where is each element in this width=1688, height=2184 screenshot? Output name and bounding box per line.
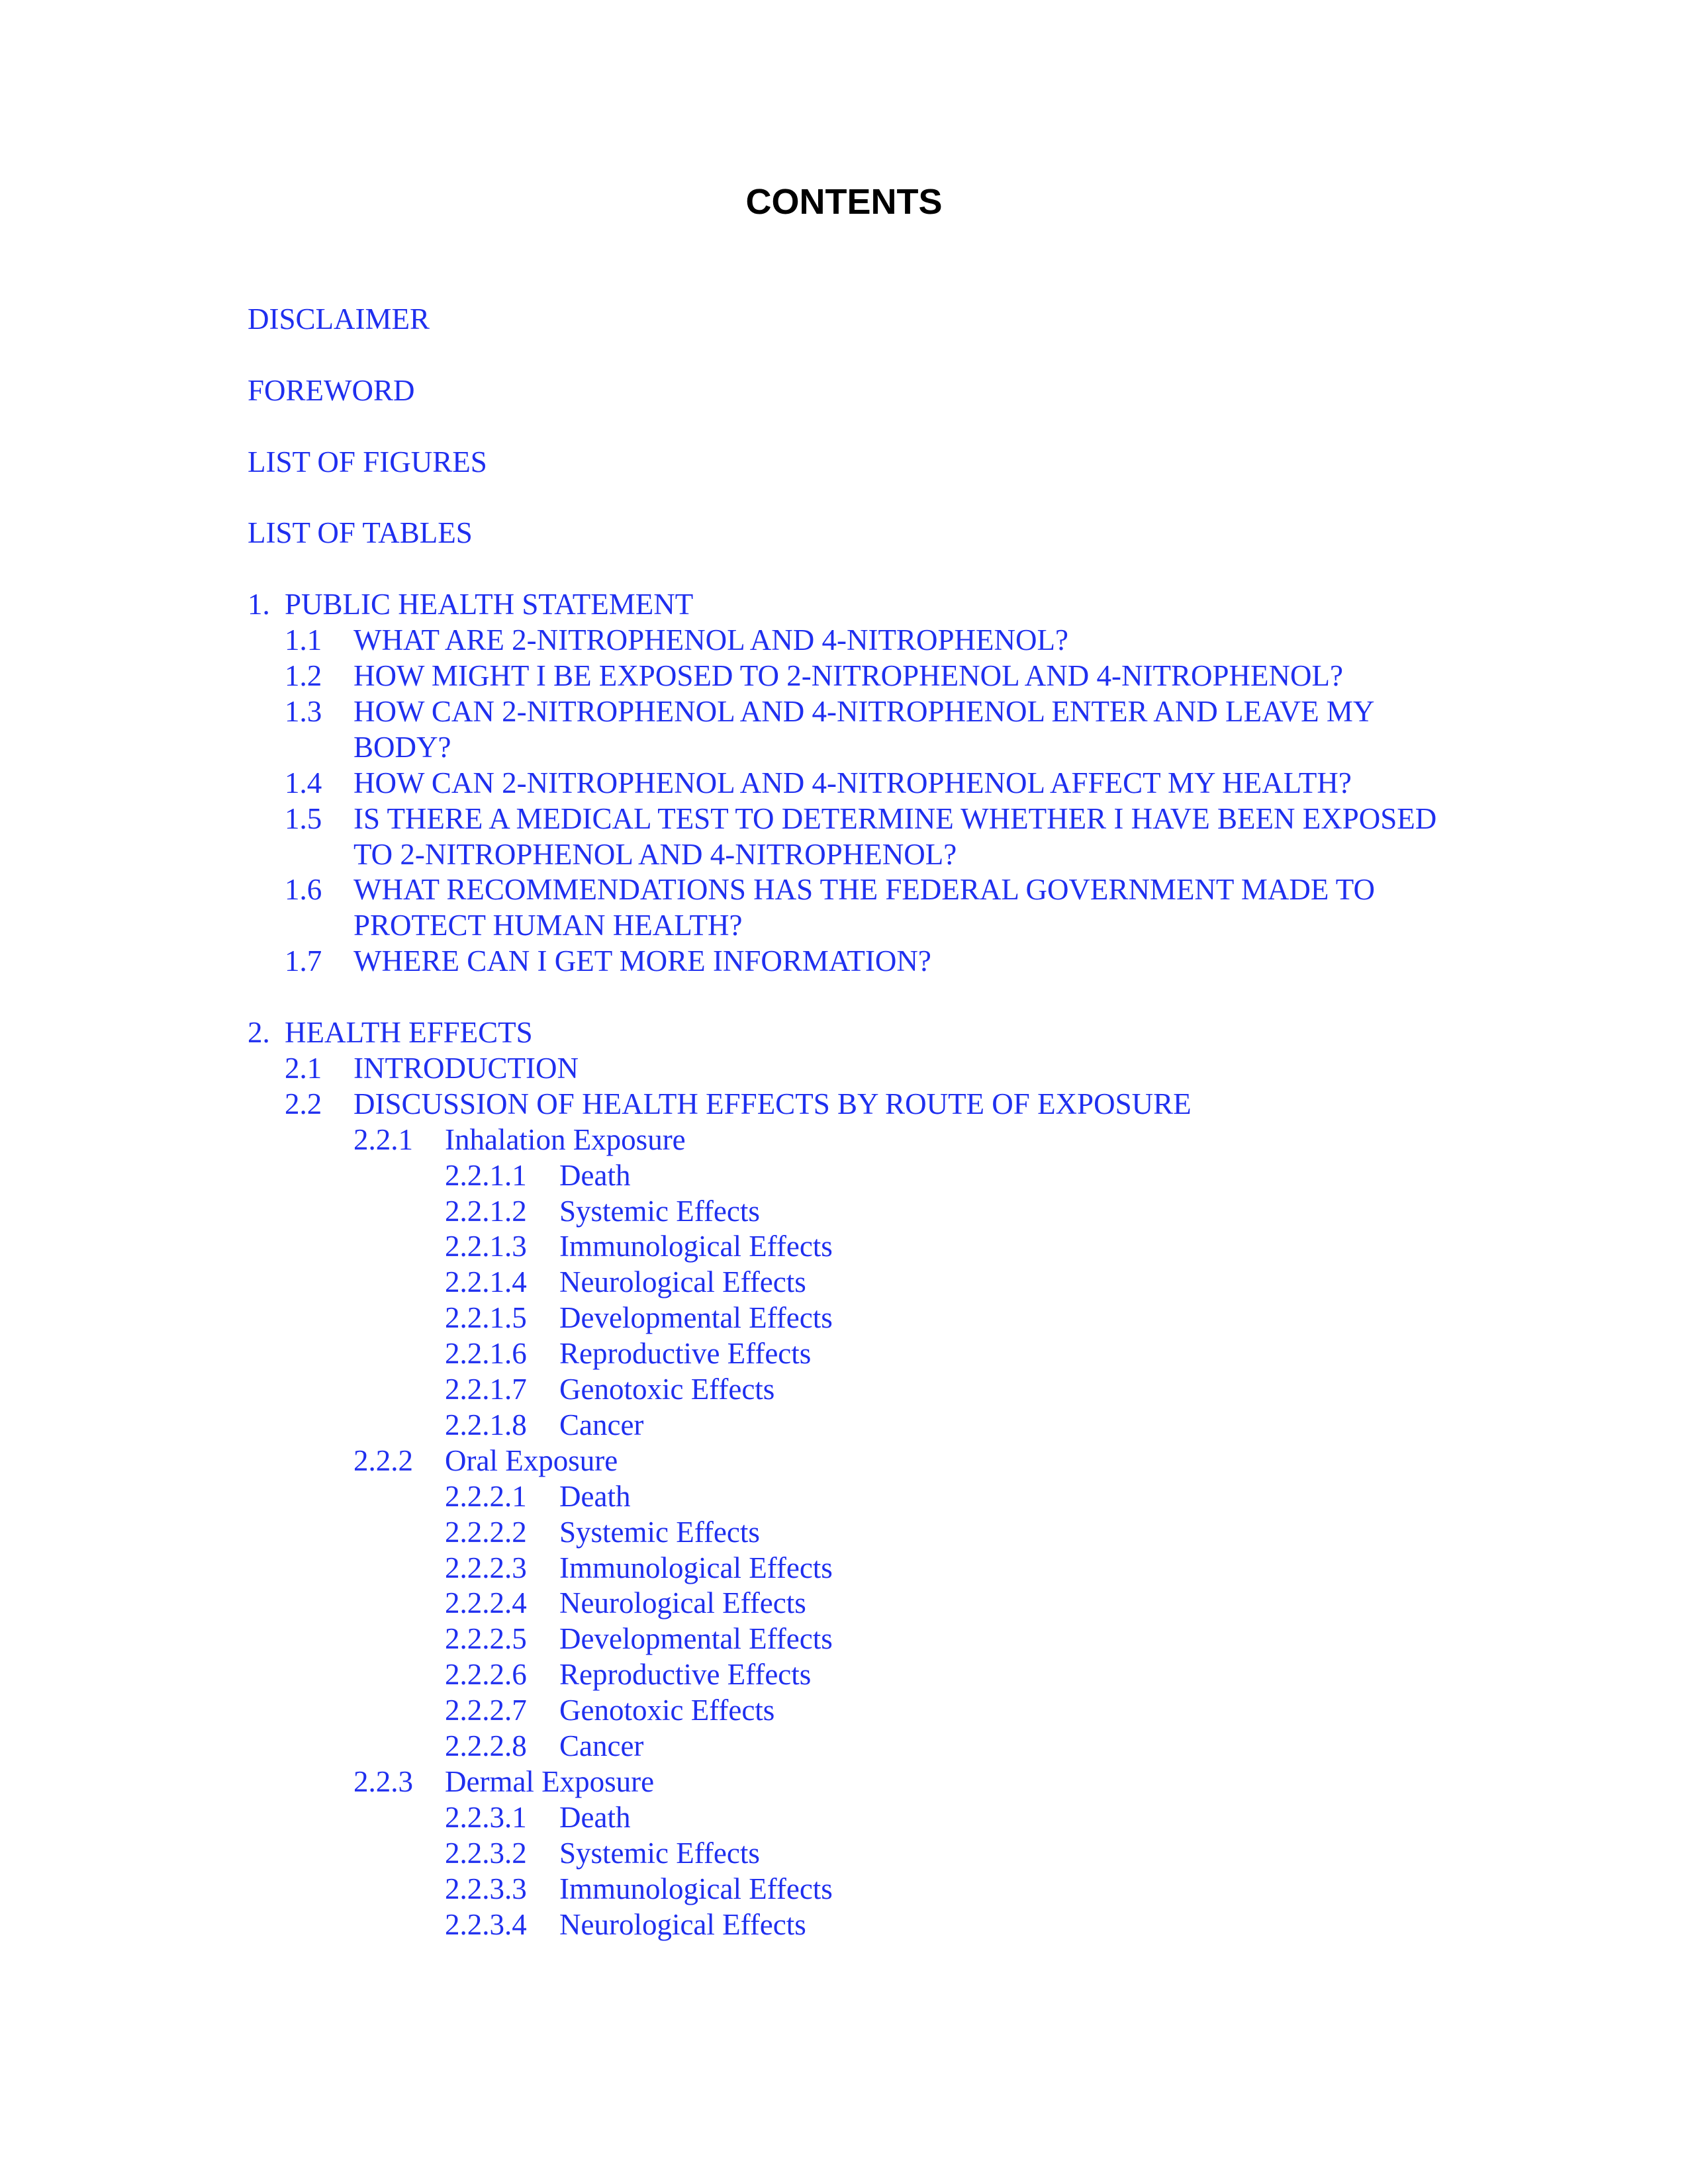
toc-entry-number: 2.2.3 [353,1764,413,1798]
toc-entry-label: Cancer [559,1408,644,1441]
toc-entry-number: 2.2.3.3 [445,1872,527,1905]
toc-entry[interactable] [0,1407,1688,1443]
toc-entry-number: 2.2.1.2 [445,1194,527,1228]
toc-entry-label: FOREWORD [248,373,415,407]
toc-entry[interactable] [0,301,1688,337]
toc-entry[interactable] [0,1264,1688,1300]
toc-entry-label: Immunological Effects [559,1872,833,1905]
toc-entry[interactable] [0,837,1688,872]
toc-entry-number: 2.2.1.3 [445,1230,527,1263]
toc-entry[interactable] [0,1300,1688,1336]
toc-entry[interactable] [0,1228,1688,1264]
toc-entry[interactable] [0,943,1688,979]
toc-entry[interactable] [0,765,1688,801]
toc-entry-number: 2. [248,1016,270,1049]
toc-entry-label: Oral Exposure [445,1443,618,1477]
toc-entry-number: 2.2.1.5 [445,1301,527,1335]
toc-entry-number: 2.2.1.8 [445,1408,527,1441]
toc-entry-number: 2.2.2.6 [445,1658,527,1692]
toc-entry-label: Developmental Effects [559,1622,833,1656]
toc-entry[interactable] [0,444,1688,480]
toc-entry-number: 1.3 [285,694,322,728]
toc-entry-label: WHAT RECOMMENDATIONS HAS THE FEDERAL GOVERNMENT MADE TO [353,873,1375,907]
toc-entry-number: 2.2.1 [353,1122,413,1156]
toc-entry[interactable] [0,1050,1688,1086]
toc-entry-number: 2.2 [285,1087,322,1120]
toc-entry[interactable] [0,1015,1688,1050]
toc-entry-number: 1.4 [285,766,322,799]
toc-entry-label: Cancer [559,1729,644,1762]
toc-entry-number: 2.2.2.3 [445,1551,527,1584]
toc-entry[interactable] [0,1158,1688,1193]
toc-entry[interactable] [0,1585,1688,1621]
toc-entry-number: 2.2.2.7 [445,1694,527,1727]
toc-entry-label: PUBLIC HEALTH STATEMENT [285,588,694,621]
toc-entry-label: Inhalation Exposure [445,1122,686,1156]
toc-entry[interactable] [0,1514,1688,1550]
toc-entry-label: Systemic Effects [559,1194,760,1228]
toc-entry-label: IS THERE A MEDICAL TEST TO DETERMINE WHETHER I HAVE BEEN EXPOSED [353,801,1437,835]
toc-entry[interactable] [0,658,1688,694]
toc-entry[interactable] [0,373,1688,408]
toc-entry[interactable] [0,1871,1688,1907]
toc-entry[interactable] [0,1122,1688,1158]
toc-entry-label: Dermal Exposure [445,1764,655,1798]
toc-entry-label: Immunological Effects [559,1230,833,1263]
toc-entry-number: 2.2.2.1 [445,1479,527,1513]
toc-entry-label: Reproductive Effects [559,1658,812,1692]
toc-entry-number: 2.1 [285,1051,322,1085]
toc-entry-number: 2.2.3.1 [445,1800,527,1834]
toc-entry-number: 2.2.1.7 [445,1373,527,1406]
toc-entry-label: WHAT ARE 2-NITROPHENOL AND 4-NITROPHENOL? [353,623,1068,657]
toc-entry-number: 2.2.2.5 [445,1622,527,1656]
toc-entry[interactable] [0,729,1688,765]
toc-entry-label: WHERE CAN I GET MORE INFORMATION? [353,944,931,978]
toc-entry-number: 1.2 [285,659,322,692]
toc-entry[interactable] [0,1443,1688,1479]
toc-entry[interactable] [0,1907,1688,1942]
toc-entry[interactable] [0,1835,1688,1871]
toc-entry-number: 1.5 [285,801,322,835]
toc-entry-label: Systemic Effects [559,1836,760,1870]
toc-entry[interactable] [0,622,1688,658]
toc-entry-label: BODY? [353,730,451,764]
toc-entry[interactable] [0,1621,1688,1657]
toc-entry[interactable] [0,515,1688,551]
toc-entry-label: Neurological Effects [559,1586,806,1620]
toc-entry[interactable] [0,1371,1688,1407]
toc-entry-label: Systemic Effects [559,1515,760,1549]
toc-entry-label: Death [559,1800,631,1834]
toc-entry-number: 2.2.2.2 [445,1515,527,1549]
toc-entry-label: Immunological Effects [559,1551,833,1584]
toc-entry-label: DISCUSSION OF HEALTH EFFECTS BY ROUTE OF EXPOSURE [353,1087,1192,1120]
toc-entry-number: 2.2.3.4 [445,1907,527,1941]
toc-entry-number: 1.7 [285,944,322,978]
toc-entry[interactable] [0,1657,1688,1692]
toc-entry[interactable] [0,1193,1688,1229]
toc-entry-number: 2.2.1.4 [445,1265,527,1299]
toc-entry[interactable] [0,586,1688,622]
page-title: CONTENTS [745,182,943,222]
toc-entry[interactable] [0,1086,1688,1122]
toc-entry[interactable] [0,1728,1688,1764]
toc-entry-label: Neurological Effects [559,1265,806,1299]
toc-entry-label: HOW CAN 2-NITROPHENOL AND 4-NITROPHENOL AFFECT MY HEALTH? [353,766,1352,799]
toc-entry-label: Developmental Effects [559,1301,833,1335]
toc-entry-label: DISCLAIMER [248,302,430,336]
toc-entry[interactable] [0,872,1688,907]
toc-entry-number: 2.2.2 [353,1443,413,1477]
toc-entry-label: Neurological Effects [559,1907,806,1941]
toc-entry-number: 2.2.2.8 [445,1729,527,1762]
toc-entry-label: LIST OF FIGURES [248,445,487,478]
toc-entry-label: Reproductive Effects [559,1337,812,1371]
toc-entry-label: HOW MIGHT I BE EXPOSED TO 2-NITROPHENOL AND 4-NITROPHENOL? [353,659,1343,692]
toc-entry-label: HEALTH EFFECTS [285,1016,533,1049]
toc-entry-label: Death [559,1479,631,1513]
toc-entry[interactable] [0,1692,1688,1728]
toc-entry-number: 2.2.1.1 [445,1158,527,1192]
toc-entry-number: 1.6 [285,873,322,907]
toc-entry[interactable] [0,694,1688,729]
toc-entry-label: HOW CAN 2-NITROPHENOL AND 4-NITROPHENOL ENTER AND LEAVE MY [353,694,1375,728]
toc-entry-label: Death [559,1158,631,1192]
toc-entry[interactable] [0,1336,1688,1371]
toc-entry-label: INTRODUCTION [353,1051,579,1085]
toc-entry[interactable] [0,907,1688,943]
toc-entry-label: TO 2-NITROPHENOL AND 4-NITROPHENOL? [353,837,957,871]
toc-entry-number: 2.2.1.6 [445,1337,527,1371]
toc-entry-label: PROTECT HUMAN HEALTH? [353,909,743,942]
toc-entry-number: 2.2.2.4 [445,1586,527,1620]
toc-entry[interactable] [0,801,1688,837]
toc-entry-label: Genotoxic Effects [559,1373,775,1406]
toc-entry[interactable] [0,1799,1688,1835]
toc-entry-number: 1. [248,588,270,621]
toc-entry[interactable] [0,1479,1688,1514]
toc-entry-label: Genotoxic Effects [559,1694,775,1727]
toc-entry-label: LIST OF TABLES [248,516,473,550]
toc-entry[interactable] [0,1550,1688,1586]
toc-entry-number: 1.1 [285,623,322,657]
toc-entry-number: 2.2.3.2 [445,1836,527,1870]
toc-entry[interactable] [0,1764,1688,1799]
